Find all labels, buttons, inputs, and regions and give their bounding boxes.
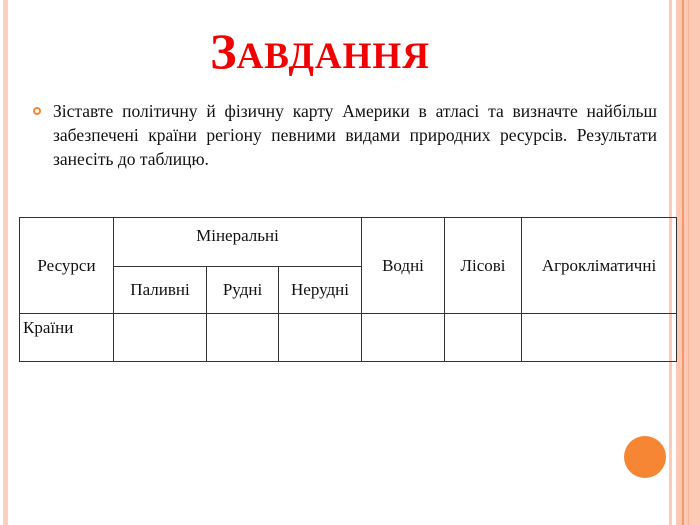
decorative-circle-icon xyxy=(624,436,666,478)
slide-title: ЗАВДАННЯ xyxy=(210,23,430,79)
bullet-circle-icon xyxy=(33,107,41,115)
task-text: Зіставте політичну й фізичну карту Америки в атласі та визначте найбільш забезпечені країни регіону певними видами природних ресурсів. Результати занесіть до таблицю. xyxy=(53,101,657,169)
cell-nonmetallic xyxy=(279,314,362,362)
header-agroclimatic: Агрокліматичні xyxy=(522,218,677,314)
cell-water xyxy=(362,314,445,362)
resources-table xyxy=(19,217,677,362)
header-forest: Лісові xyxy=(445,218,522,314)
header-ore: Рудні xyxy=(207,267,279,314)
right-border-line-2 xyxy=(688,0,689,525)
header-nonmetallic: Нерудні xyxy=(279,267,362,314)
header-resources: Ресурси xyxy=(20,218,114,314)
cell-agroclimatic xyxy=(522,314,677,362)
cell-forest xyxy=(445,314,522,362)
cell-ore xyxy=(207,314,279,362)
header-fuel: Паливні xyxy=(114,267,207,314)
header-water: Водні xyxy=(362,218,445,314)
cell-fuel xyxy=(114,314,207,362)
right-border-line-1 xyxy=(682,0,684,525)
left-border-stripe xyxy=(3,0,8,525)
header-mineral: Мінеральні xyxy=(114,218,362,267)
row-label-countries: Країни xyxy=(20,314,114,362)
